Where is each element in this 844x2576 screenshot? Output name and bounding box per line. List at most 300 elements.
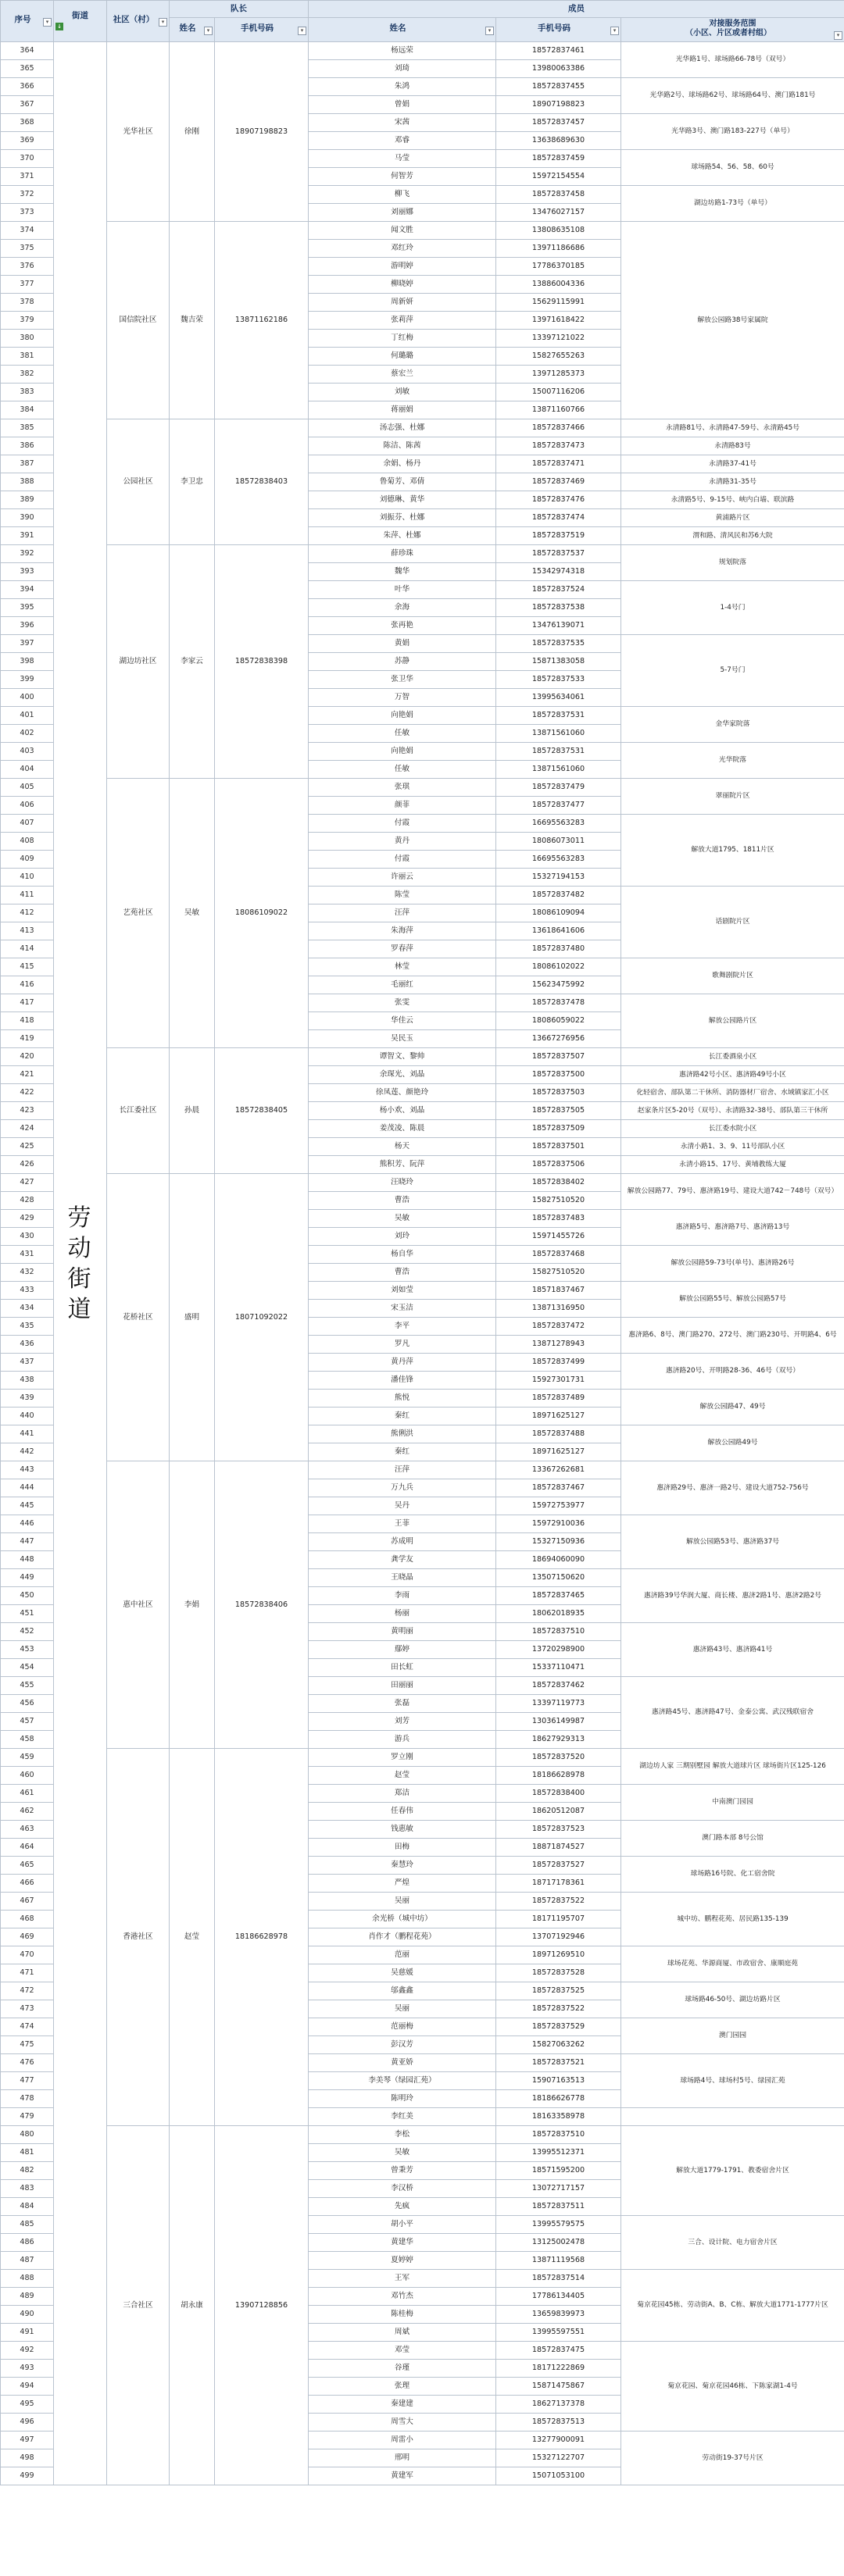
cell-scope[interactable]: 球场路16号院、化工宿舍院: [621, 1857, 844, 1893]
cell-member-name[interactable]: 刘振芬、杜娜: [309, 509, 496, 527]
cell-seq[interactable]: 432: [1, 1264, 54, 1282]
cell-seq[interactable]: 479: [1, 2108, 54, 2126]
cell-member-name[interactable]: 吴慈媛: [309, 1964, 496, 1982]
cell-seq[interactable]: 422: [1, 1084, 54, 1102]
cell-member-name[interactable]: 张琪: [309, 779, 496, 797]
cell-member-phone[interactable]: 18062018935: [496, 1605, 621, 1623]
cell-scope[interactable]: 赵家条片区5-20号（双号）、永清路32-38号、部队第三干休所: [621, 1102, 844, 1120]
cell-member-phone[interactable]: 18572838400: [496, 1785, 621, 1803]
cell-member-phone[interactable]: 18572837507: [496, 1048, 621, 1066]
cell-member-name[interactable]: 秦红: [309, 1408, 496, 1425]
cell-member-phone[interactable]: 13971285373: [496, 366, 621, 384]
cell-member-phone[interactable]: 15007116206: [496, 384, 621, 401]
cell-member-phone[interactable]: 18572837520: [496, 1749, 621, 1767]
cell-member-phone[interactable]: 13476027157: [496, 204, 621, 222]
cell-member-phone[interactable]: 18871874527: [496, 1839, 621, 1857]
cell-member-phone[interactable]: 18572837469: [496, 473, 621, 491]
cell-member-name[interactable]: 陈洁、陈茜: [309, 437, 496, 455]
cell-seq[interactable]: 425: [1, 1138, 54, 1156]
cell-member-name[interactable]: 黄娟: [309, 635, 496, 653]
cell-member-phone[interactable]: 13072717157: [496, 2180, 621, 2198]
cell-seq[interactable]: 471: [1, 1964, 54, 1982]
cell-leader-phone[interactable]: 18186628978: [215, 1749, 309, 2126]
cell-member-phone[interactable]: 18572837523: [496, 1821, 621, 1839]
cell-member-phone[interactable]: 13971186686: [496, 240, 621, 258]
cell-seq[interactable]: 365: [1, 60, 54, 78]
cell-seq[interactable]: 463: [1, 1821, 54, 1839]
cell-member-phone[interactable]: 18572837473: [496, 437, 621, 455]
cell-member-name[interactable]: 付霞: [309, 851, 496, 869]
cell-seq[interactable]: 378: [1, 294, 54, 312]
cell-member-name[interactable]: 陈明玲: [309, 2090, 496, 2108]
cell-member-name[interactable]: 熊积芳、阮萍: [309, 1156, 496, 1174]
cell-member-phone[interactable]: 18572837525: [496, 1982, 621, 2000]
cell-member-name[interactable]: 林莹: [309, 958, 496, 976]
cell-member-name[interactable]: 汪萍: [309, 1461, 496, 1479]
cell-seq[interactable]: 469: [1, 1928, 54, 1946]
cell-member-phone[interactable]: 13707192946: [496, 1928, 621, 1946]
cell-member-phone[interactable]: 18186626778: [496, 2090, 621, 2108]
sort-applied-icon[interactable]: ↓: [55, 23, 63, 30]
cell-member-phone[interactable]: 13667276956: [496, 1030, 621, 1048]
cell-leader-phone[interactable]: 18572838398: [215, 545, 309, 779]
cell-seq[interactable]: 423: [1, 1102, 54, 1120]
cell-member-phone[interactable]: 18572837511: [496, 2198, 621, 2216]
cell-seq[interactable]: 435: [1, 1318, 54, 1336]
cell-seq[interactable]: 416: [1, 976, 54, 994]
cell-member-name[interactable]: 汪萍: [309, 904, 496, 922]
cell-scope[interactable]: 黄浦路片区: [621, 509, 844, 527]
cell-member-name[interactable]: 蒋丽娟: [309, 401, 496, 419]
cell-member-phone[interactable]: 13871160766: [496, 401, 621, 419]
cell-seq[interactable]: 485: [1, 2216, 54, 2234]
cell-scope[interactable]: 解放公园路片区: [621, 994, 844, 1048]
filter-dropdown-icon[interactable]: ▾: [43, 18, 52, 27]
cell-seq[interactable]: 491: [1, 2324, 54, 2342]
cell-member-name[interactable]: 余海: [309, 599, 496, 617]
cell-community[interactable]: 花桥社区: [107, 1174, 170, 1461]
cell-scope[interactable]: 永清小路1、3、9、11号部队小区: [621, 1138, 844, 1156]
cell-seq[interactable]: 391: [1, 527, 54, 545]
cell-member-phone[interactable]: 18572837531: [496, 707, 621, 725]
cell-seq[interactable]: 373: [1, 204, 54, 222]
cell-member-name[interactable]: 苏静: [309, 653, 496, 671]
cell-member-phone[interactable]: 18572837510: [496, 1623, 621, 1641]
cell-member-phone[interactable]: 13638689630: [496, 132, 621, 150]
cell-leader-name[interactable]: 徐刚: [170, 42, 215, 222]
cell-scope[interactable]: 光华路2号、球场路62号、球场路64号、澳门路181号: [621, 78, 844, 114]
cell-scope[interactable]: 永清路81号、永清路47-59号、永清路45号: [621, 419, 844, 437]
cell-seq[interactable]: 490: [1, 2306, 54, 2324]
cell-seq[interactable]: 462: [1, 1803, 54, 1821]
cell-leader-name[interactable]: 李家云: [170, 545, 215, 779]
cell-seq[interactable]: 447: [1, 1533, 54, 1551]
cell-member-name[interactable]: 蔡宏兰: [309, 366, 496, 384]
cell-member-phone[interactable]: 13618641606: [496, 922, 621, 940]
cell-scope[interactable]: 中南澳门园园: [621, 1785, 844, 1821]
cell-member-name[interactable]: 朱萍、杜娜: [309, 527, 496, 545]
cell-member-phone[interactable]: 13995512371: [496, 2144, 621, 2162]
cell-member-phone[interactable]: 13367262681: [496, 1461, 621, 1479]
cell-seq[interactable]: 488: [1, 2270, 54, 2288]
cell-scope[interactable]: 惠济路5号、惠济路7号、惠济路13号: [621, 1210, 844, 1246]
cell-seq[interactable]: 440: [1, 1408, 54, 1425]
cell-leader-phone[interactable]: 18572838405: [215, 1048, 309, 1174]
cell-member-phone[interactable]: 13036149987: [496, 1713, 621, 1731]
cell-scope[interactable]: 惠济路20号、开明路28-36、46号（双号）: [621, 1354, 844, 1390]
cell-member-phone[interactable]: 18171222869: [496, 2360, 621, 2378]
cell-scope[interactable]: 规划院落: [621, 545, 844, 581]
cell-member-phone[interactable]: 18627137378: [496, 2396, 621, 2414]
cell-seq[interactable]: 397: [1, 635, 54, 653]
cell-member-name[interactable]: 刘如莹: [309, 1282, 496, 1300]
cell-seq[interactable]: 446: [1, 1515, 54, 1533]
cell-seq[interactable]: 403: [1, 743, 54, 761]
cell-member-name[interactable]: 颜菲: [309, 797, 496, 815]
cell-member-phone[interactable]: 18971269510: [496, 1946, 621, 1964]
cell-member-phone[interactable]: 13808635108: [496, 222, 621, 240]
cell-scope[interactable]: 光华路3号、澳门路183-227号（单号）: [621, 114, 844, 150]
cell-scope[interactable]: 惠济路39号华润大厦、商长楼、惠济2路1号、惠济2路2号: [621, 1569, 844, 1623]
cell-member-phone[interactable]: 18572837488: [496, 1425, 621, 1443]
cell-member-phone[interactable]: 18572837476: [496, 491, 621, 509]
cell-seq[interactable]: 483: [1, 2180, 54, 2198]
cell-member-name[interactable]: 彭汉芳: [309, 2036, 496, 2054]
cell-member-name[interactable]: 任敏: [309, 725, 496, 743]
cell-member-phone[interactable]: 18572837459: [496, 150, 621, 168]
cell-seq[interactable]: 396: [1, 617, 54, 635]
cell-member-phone[interactable]: 18572837529: [496, 2018, 621, 2036]
cell-member-phone[interactable]: 13995579575: [496, 2216, 621, 2234]
cell-seq[interactable]: 478: [1, 2090, 54, 2108]
cell-scope[interactable]: 话剧院片区: [621, 887, 844, 958]
cell-member-name[interactable]: 田梅: [309, 1839, 496, 1857]
cell-member-name[interactable]: 曾娟: [309, 96, 496, 114]
cell-seq[interactable]: 450: [1, 1587, 54, 1605]
cell-member-phone[interactable]: 15827063262: [496, 2036, 621, 2054]
cell-seq[interactable]: 484: [1, 2198, 54, 2216]
cell-scope[interactable]: 永清路83号: [621, 437, 844, 455]
cell-seq[interactable]: 496: [1, 2414, 54, 2432]
cell-member-phone[interactable]: 18971625127: [496, 1408, 621, 1425]
cell-seq[interactable]: 393: [1, 563, 54, 581]
cell-member-name[interactable]: 吴丽: [309, 1893, 496, 1911]
cell-member-phone[interactable]: 18572837521: [496, 2054, 621, 2072]
cell-member-phone[interactable]: 15327194153: [496, 869, 621, 887]
cell-member-name[interactable]: 吴民玉: [309, 1030, 496, 1048]
cell-member-name[interactable]: 向艳娟: [309, 707, 496, 725]
cell-leader-name[interactable]: 魏吉荣: [170, 222, 215, 419]
cell-member-phone[interactable]: 18571595200: [496, 2162, 621, 2180]
cell-scope[interactable]: 长江委酒泉小区: [621, 1048, 844, 1066]
cell-leader-name[interactable]: 李娟: [170, 1461, 215, 1749]
cell-member-name[interactable]: 华佳云: [309, 1012, 496, 1030]
cell-member-name[interactable]: 赵莹: [309, 1767, 496, 1785]
cell-member-phone[interactable]: 13476139071: [496, 617, 621, 635]
cell-seq[interactable]: 465: [1, 1857, 54, 1875]
cell-member-name[interactable]: 郑洁: [309, 1785, 496, 1803]
cell-member-phone[interactable]: 18572837503: [496, 1084, 621, 1102]
cell-member-phone[interactable]: 18572837455: [496, 78, 621, 96]
cell-member-phone[interactable]: 18086073011: [496, 833, 621, 851]
cell-member-phone[interactable]: 13125002478: [496, 2234, 621, 2252]
cell-member-name[interactable]: 曾秉芳: [309, 2162, 496, 2180]
cell-seq[interactable]: 380: [1, 330, 54, 348]
cell-member-name[interactable]: 钱惠敏: [309, 1821, 496, 1839]
cell-seq[interactable]: 498: [1, 2449, 54, 2467]
cell-member-name[interactable]: 张再艳: [309, 617, 496, 635]
cell-member-name[interactable]: 张理: [309, 2378, 496, 2396]
cell-scope[interactable]: 5-7号门: [621, 635, 844, 707]
cell-member-name[interactable]: 田长虹: [309, 1659, 496, 1677]
cell-member-phone[interactable]: 15327150936: [496, 1533, 621, 1551]
cell-scope[interactable]: 球场路54、56、58、60号: [621, 150, 844, 186]
cell-seq[interactable]: 367: [1, 96, 54, 114]
cell-member-phone[interactable]: 18572837475: [496, 2342, 621, 2360]
cell-member-phone[interactable]: 13871119568: [496, 2252, 621, 2270]
cell-leader-name[interactable]: 盛明: [170, 1174, 215, 1461]
cell-seq[interactable]: 413: [1, 922, 54, 940]
cell-member-phone[interactable]: 18694060090: [496, 1551, 621, 1569]
cell-member-phone[interactable]: 18572837538: [496, 599, 621, 617]
cell-community[interactable]: 国信院社区: [107, 222, 170, 419]
cell-seq[interactable]: 376: [1, 258, 54, 276]
cell-member-phone[interactable]: 13995597551: [496, 2324, 621, 2342]
cell-member-name[interactable]: 闻文胜: [309, 222, 496, 240]
cell-member-phone[interactable]: 15337110471: [496, 1659, 621, 1677]
cell-member-name[interactable]: 杨丽: [309, 1605, 496, 1623]
cell-member-name[interactable]: 汤志强、杜娜: [309, 419, 496, 437]
cell-member-name[interactable]: 邓莹: [309, 2342, 496, 2360]
cell-member-phone[interactable]: 18572838402: [496, 1174, 621, 1192]
cell-member-phone[interactable]: 18572837533: [496, 671, 621, 689]
cell-scope[interactable]: 翠丽院片区: [621, 779, 844, 815]
cell-member-phone[interactable]: 18572837471: [496, 455, 621, 473]
cell-seq[interactable]: 366: [1, 78, 54, 96]
cell-member-phone[interactable]: 18572837528: [496, 1964, 621, 1982]
cell-member-name[interactable]: 李平: [309, 1318, 496, 1336]
cell-member-name[interactable]: 刘丽娜: [309, 204, 496, 222]
cell-seq[interactable]: 493: [1, 2360, 54, 2378]
col-header-member-name[interactable]: [309, 18, 496, 42]
cell-seq[interactable]: 406: [1, 797, 54, 815]
cell-member-phone[interactable]: 18572837467: [496, 1479, 621, 1497]
cell-seq[interactable]: 456: [1, 1695, 54, 1713]
col-header-member-phone[interactable]: [496, 18, 621, 42]
cell-member-name[interactable]: 王晓晶: [309, 1569, 496, 1587]
cell-member-phone[interactable]: 13871316950: [496, 1300, 621, 1318]
cell-member-phone[interactable]: 15871475867: [496, 2378, 621, 2396]
cell-member-phone[interactable]: 18572837468: [496, 1246, 621, 1264]
cell-scope[interactable]: 惠济路6、8号、澳门路270、272号、澳门路230号、开明路4、6号: [621, 1318, 844, 1354]
cell-member-name[interactable]: 黄亚娇: [309, 2054, 496, 2072]
cell-member-phone[interactable]: 18620512087: [496, 1803, 621, 1821]
cell-seq[interactable]: 402: [1, 725, 54, 743]
cell-seq[interactable]: 468: [1, 1911, 54, 1928]
cell-seq[interactable]: 385: [1, 419, 54, 437]
cell-scope[interactable]: 金华家院落: [621, 707, 844, 743]
cell-member-phone[interactable]: 13871561060: [496, 761, 621, 779]
cell-member-phone[interactable]: 18171195707: [496, 1911, 621, 1928]
cell-community[interactable]: 公园社区: [107, 419, 170, 545]
cell-member-name[interactable]: 潘佳锋: [309, 1372, 496, 1390]
cell-member-phone[interactable]: 13659839973: [496, 2306, 621, 2324]
cell-member-phone[interactable]: 18572837505: [496, 1102, 621, 1120]
cell-member-name[interactable]: 徐凤莲、颜艳玲: [309, 1084, 496, 1102]
cell-seq[interactable]: 400: [1, 689, 54, 707]
cell-member-name[interactable]: 王菲: [309, 1515, 496, 1533]
cell-scope[interactable]: 光华院落: [621, 743, 844, 779]
cell-scope[interactable]: 三合、设计院、电力宿舍片区: [621, 2216, 844, 2270]
cell-seq[interactable]: 428: [1, 1192, 54, 1210]
cell-scope[interactable]: 惠济路43号、惠济路41号: [621, 1623, 844, 1677]
cell-member-phone[interactable]: 15071053100: [496, 2467, 621, 2485]
cell-member-phone[interactable]: 13971618422: [496, 312, 621, 330]
col-header-community[interactable]: [107, 1, 170, 42]
cell-member-phone[interactable]: 13871278943: [496, 1336, 621, 1354]
cell-seq[interactable]: 379: [1, 312, 54, 330]
cell-member-phone[interactable]: 15629115991: [496, 294, 621, 312]
cell-seq[interactable]: 461: [1, 1785, 54, 1803]
cell-member-name[interactable]: 苏成明: [309, 1533, 496, 1551]
col-header-scope[interactable]: [621, 18, 844, 42]
cell-member-name[interactable]: 任春伟: [309, 1803, 496, 1821]
cell-member-phone[interactable]: 18571837467: [496, 1282, 621, 1300]
filter-dropdown-icon[interactable]: ▾: [159, 18, 167, 27]
cell-scope[interactable]: 解放公园路38号家属院: [621, 222, 844, 419]
cell-scope[interactable]: 球场路4号、球场村5号、绿园汇苑: [621, 2054, 844, 2108]
cell-member-name[interactable]: 陈莹: [309, 887, 496, 904]
cell-member-name[interactable]: 余光桥（城中坊）: [309, 1911, 496, 1928]
cell-member-name[interactable]: 杨天: [309, 1138, 496, 1156]
cell-member-phone[interactable]: 18907198823: [496, 96, 621, 114]
cell-seq[interactable]: 457: [1, 1713, 54, 1731]
cell-seq[interactable]: 371: [1, 168, 54, 186]
cell-seq[interactable]: 441: [1, 1425, 54, 1443]
cell-member-name[interactable]: 夏婷婷: [309, 2252, 496, 2270]
cell-member-name[interactable]: 邢明: [309, 2449, 496, 2467]
cell-seq[interactable]: 375: [1, 240, 54, 258]
cell-seq[interactable]: 419: [1, 1030, 54, 1048]
filter-dropdown-icon[interactable]: ▾: [834, 31, 842, 40]
cell-seq[interactable]: 482: [1, 2162, 54, 2180]
cell-member-phone[interactable]: 18572837474: [496, 509, 621, 527]
cell-member-phone[interactable]: 18572837499: [496, 1354, 621, 1372]
cell-seq[interactable]: 369: [1, 132, 54, 150]
filter-dropdown-icon[interactable]: ▾: [485, 27, 494, 35]
cell-seq[interactable]: 473: [1, 2000, 54, 2018]
cell-member-name[interactable]: 范丽梅: [309, 2018, 496, 2036]
cell-member-name[interactable]: 宋茜: [309, 114, 496, 132]
cell-seq[interactable]: 417: [1, 994, 54, 1012]
cell-community[interactable]: 光华社区: [107, 42, 170, 222]
cell-seq[interactable]: 370: [1, 150, 54, 168]
cell-member-name[interactable]: 付霞: [309, 815, 496, 833]
cell-member-phone[interactable]: 18572837462: [496, 1677, 621, 1695]
cell-member-name[interactable]: 杨小欢、刘晶: [309, 1102, 496, 1120]
cell-seq[interactable]: 404: [1, 761, 54, 779]
cell-member-name[interactable]: 李松: [309, 2126, 496, 2144]
cell-seq[interactable]: 477: [1, 2072, 54, 2090]
cell-seq[interactable]: 415: [1, 958, 54, 976]
cell-seq[interactable]: 392: [1, 545, 54, 563]
cell-member-name[interactable]: 吴丹: [309, 1497, 496, 1515]
cell-member-phone[interactable]: 18572837500: [496, 1066, 621, 1084]
cell-member-phone[interactable]: 18186628978: [496, 1767, 621, 1785]
cell-seq[interactable]: 499: [1, 2467, 54, 2485]
cell-member-name[interactable]: 陈桂梅: [309, 2306, 496, 2324]
cell-member-phone[interactable]: 15927301731: [496, 1372, 621, 1390]
cell-member-name[interactable]: 许丽云: [309, 869, 496, 887]
cell-member-phone[interactable]: 17786134405: [496, 2288, 621, 2306]
cell-community[interactable]: 香港社区: [107, 1749, 170, 2126]
cell-member-name[interactable]: 刘敏: [309, 384, 496, 401]
cell-seq[interactable]: 481: [1, 2144, 54, 2162]
cell-seq[interactable]: 475: [1, 2036, 54, 2054]
cell-member-name[interactable]: 李汉桥: [309, 2180, 496, 2198]
cell-scope[interactable]: 解放大道1779-1791、教委宿舍片区: [621, 2126, 844, 2216]
cell-leader-name[interactable]: 李卫忠: [170, 419, 215, 545]
cell-scope[interactable]: 惠济路45号、惠济路47号、金泰公寓、武汉残联宿舍: [621, 1677, 844, 1749]
cell-member-name[interactable]: 张莉萍: [309, 312, 496, 330]
cell-seq[interactable]: 480: [1, 2126, 54, 2144]
cell-member-phone[interactable]: 18572837524: [496, 581, 621, 599]
cell-member-name[interactable]: 游明婷: [309, 258, 496, 276]
cell-seq[interactable]: 439: [1, 1390, 54, 1408]
cell-member-name[interactable]: 吴敏: [309, 2144, 496, 2162]
cell-community[interactable]: 艺苑社区: [107, 779, 170, 1048]
cell-leader-name[interactable]: 孙晨: [170, 1048, 215, 1174]
cell-seq[interactable]: 399: [1, 671, 54, 689]
cell-member-name[interactable]: 马莹: [309, 150, 496, 168]
cell-seq[interactable]: 411: [1, 887, 54, 904]
cell-seq[interactable]: 383: [1, 384, 54, 401]
cell-scope[interactable]: 歌舞剧院片区: [621, 958, 844, 994]
cell-member-name[interactable]: 姜茂凌、陈晨: [309, 1120, 496, 1138]
cell-member-phone[interactable]: 18572837458: [496, 186, 621, 204]
cell-seq[interactable]: 494: [1, 2378, 54, 2396]
cell-member-phone[interactable]: 18572837509: [496, 1120, 621, 1138]
cell-member-name[interactable]: 邓睿: [309, 132, 496, 150]
cell-member-phone[interactable]: 15827655263: [496, 348, 621, 366]
cell-seq[interactable]: 401: [1, 707, 54, 725]
cell-seq[interactable]: 452: [1, 1623, 54, 1641]
cell-member-phone[interactable]: 18572837480: [496, 940, 621, 958]
cell-community[interactable]: 湖边坊社区: [107, 545, 170, 779]
cell-seq[interactable]: 409: [1, 851, 54, 869]
cell-scope[interactable]: 永清小路15、17号、黄埔教练大厦: [621, 1156, 844, 1174]
cell-seq[interactable]: 486: [1, 2234, 54, 2252]
cell-member-name[interactable]: 刘德琳、黄华: [309, 491, 496, 509]
cell-member-name[interactable]: 周雷小: [309, 2432, 496, 2449]
cell-seq[interactable]: 492: [1, 2342, 54, 2360]
cell-seq[interactable]: 489: [1, 2288, 54, 2306]
cell-scope[interactable]: 城中坊、鹏程花苑、居民路135-139: [621, 1893, 844, 1946]
cell-seq[interactable]: 410: [1, 869, 54, 887]
col-header-leader-phone[interactable]: [215, 18, 309, 42]
cell-seq[interactable]: 460: [1, 1767, 54, 1785]
cell-member-phone[interactable]: 15871383058: [496, 653, 621, 671]
cell-member-phone[interactable]: 15972910036: [496, 1515, 621, 1533]
cell-member-name[interactable]: 范丽: [309, 1946, 496, 1964]
cell-member-name[interactable]: 黄明丽: [309, 1623, 496, 1641]
cell-seq[interactable]: 455: [1, 1677, 54, 1695]
cell-member-name[interactable]: 曹浩: [309, 1192, 496, 1210]
cell-seq[interactable]: 449: [1, 1569, 54, 1587]
cell-scope[interactable]: 惠济路42号小区、惠济路49号小区: [621, 1066, 844, 1084]
cell-member-phone[interactable]: 15972753977: [496, 1497, 621, 1515]
cell-member-phone[interactable]: 13980063386: [496, 60, 621, 78]
